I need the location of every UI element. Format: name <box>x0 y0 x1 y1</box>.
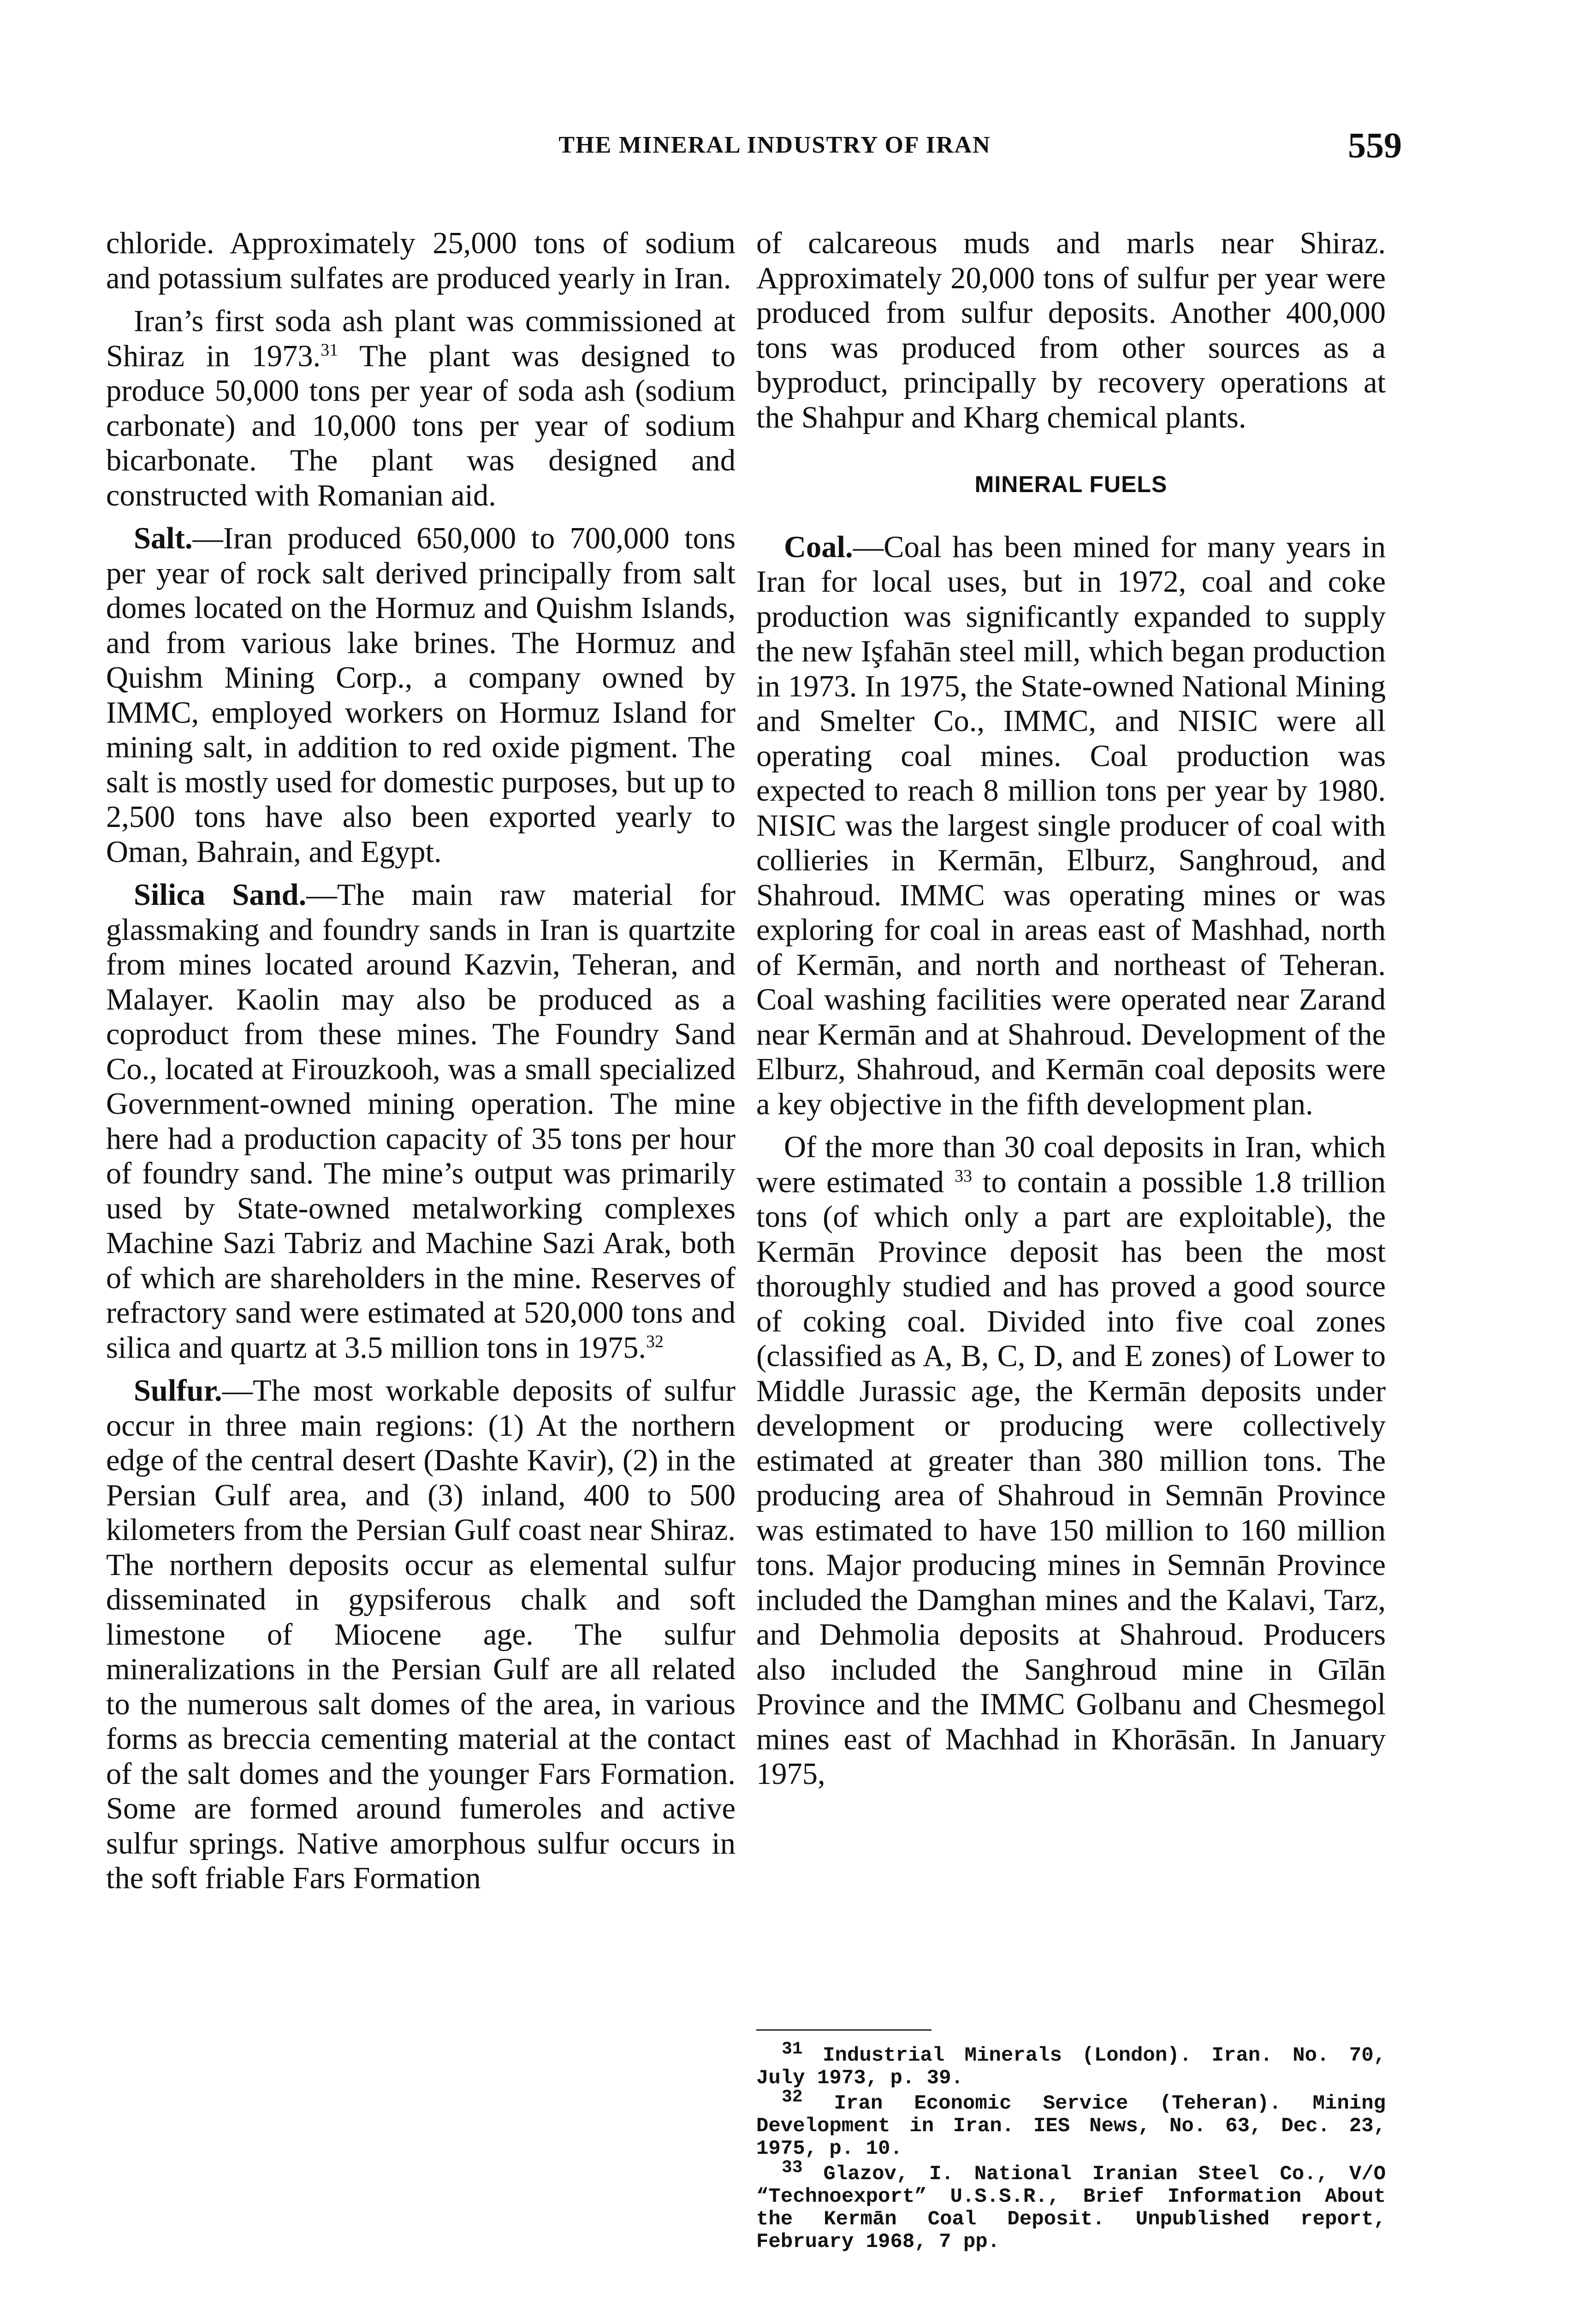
paragraph-chloride: chloride. Approximately 25,000 tons of sodium and potassium sulfates are produced yearly in Iran. <box>106 226 736 295</box>
silica-heading: Silica Sand. <box>134 878 307 912</box>
page-number: 559 <box>1348 125 1402 165</box>
paragraph-salt <box>106 521 736 869</box>
footnote-number: 32 <box>782 2087 803 2107</box>
footnote-number: 31 <box>782 2039 803 2059</box>
footnote-text: Industrial Minerals (London). Iran. No. 70, July 1973, p. 39. <box>756 2044 1386 2090</box>
footnote-ref-33: 33 <box>955 1166 972 1186</box>
footnote-number: 33 <box>782 2157 803 2178</box>
running-title: THE MINERAL INDUSTRY OF IRAN <box>558 132 991 158</box>
paragraph-soda-ash <box>106 304 736 513</box>
paragraph-coal-deposits <box>756 1130 1386 1792</box>
sulfur-heading: Sulfur. <box>134 1374 222 1408</box>
footnote-31 <box>756 2039 1386 2090</box>
paragraph-soda-ash-text: Iran’s first soda ash plant was commissioned at Shiraz in 1973. <box>106 304 736 373</box>
footnote-text: Glazov, I. National Iranian Steel Co., V/O “Technoexport” U.S.S.R., Brief Information About the Kermān Coal Deposit. Unpublished report, February 1968, 7 pp. <box>756 2163 1386 2253</box>
left-column <box>106 226 736 1904</box>
salt-text: —Iran produced 650,000 to 700,000 tons per year of rock salt derived principally from salt domes located on the Hormuz and Quishm Islands, and from various lake brines. The Hormuz and Quishm Mining Corp., a company owned by IMMC, employed workers on Hormuz Island for mining salt, in addition to red oxide pigment. The salt is mostly used for domestic purposes, but up to 2,500 tons have also been exported yearly to Oman, Bahrain, and Egypt. <box>106 522 736 869</box>
footnotes <box>756 2029 1386 2256</box>
sulfur-text: —The most workable deposits of sulfur occur in three main regions: (1) At the northern edge of the central desert (Dashte Kavir), (2) in the Persian Gulf area, and (3) inland, 400 to 500 kilometers from the Persian Gulf coast near Shiraz. The northern deposits occur as elemental sulfur disseminated in gypsiferous chalk and soft limestone of Miocene age. The sulfur mineralizations in the Persian Gulf are all related to the numerous salt domes of the area, in various forms as breccia cementing material at the contact of the salt domes and the younger Fars Formation. Some are formed around fumeroles and active sulfur springs. Native amorphous sulfur occurs in the soft friable Fars Formation <box>106 1374 736 1895</box>
footnote-ref-31: 31 <box>320 340 338 360</box>
right-column <box>756 226 1386 1800</box>
paragraph-silica-sand <box>106 878 736 1365</box>
paragraph-coal <box>756 530 1386 1122</box>
silica-text: —The main raw material for glassmaking and foundry sands in Iran is quartzite from mines located around Kazvin, Teheran, and Malayer. Kaolin may also be produced as a coproduct from these mines. The Foundry Sand Co., located at Firouzkooh, was a small specialized Government-owned mining operation. The mine here had a production capacity of 35 tons per hour of foundry sand. The mine’s output was primarily used by State-owned metalworking complexes Machine Sazi Tabriz and Machine Sazi Arak, both of which are shareholders in the mine. Reserves of refractory sand were estimated at 520,000 tons and silica and quartz at 3.5 million tons in 1975. <box>106 878 736 1365</box>
coal-deposits-text-after: to contain a possible 1.8 trillion tons (of which only a part are exploitable), the Kermān Province deposit has been the most thoroughly studied and has proved a good source of coking coal. Divided into five coal zones (classified as A, B, C, D, and E zones) of Lower to Middle Jurassic age, the Kermān deposits under development or producing were collectively estimated at greater than 380 million tons. The producing area of Shahroud in Semnān Province was estimated to have 150 million to 160 million tons. Major producing mines in Semnān Province included the Damghan mines and the Kalavi, Tarz, and Dehmolia deposits at Shahroud. Producers also included the Sanghroud mine in Gīlān Province and the IMMC Golbanu and Chesmegol mines east of Machhad in Khorāsān. In January 1975, <box>756 1165 1386 1791</box>
coal-deposits-text: Of the more than 30 coal deposits in Iran, which were estimated <box>756 1130 1386 1199</box>
footnote-33 <box>756 2157 1386 2253</box>
paragraph-sulfur <box>106 1373 736 1896</box>
footnote-32 <box>756 2087 1386 2160</box>
paragraph-soda-ash-text-after: The plant was designed to produce 50,000 tons per year of soda ash (sodium carbonate) and 10,000 tons per year of sodium bicarbonate. The plant was designed and constructed with Romanian aid. <box>106 339 736 512</box>
paragraph-sulfur-continued: of calcareous muds and marls near Shiraz. Approximately 20,000 tons of sulfur per year were produced from sulfur deposits. Another 400,000 tons was produced from other sources as a byproduct, principally by recovery operations at the Shahpur and Kharg chemical plants. <box>756 226 1386 434</box>
footnote-text: Iran Economic Service (Teheran). Mining Development in Iran. IES News, No. 63, Dec. 23, 1975, p. 10. <box>756 2092 1386 2160</box>
coal-text: —Coal has been mined for many years in Iran for local uses, but in 1972, coal and coke production was significantly expanded to supply the new Işfahān steel mill, which began production in 1973. In 1975, the State-owned National Mining and Smelter Co., IMMC, and NISIC were all operating coal mines. Coal production was expected to reach 8 million tons per year by 1980. NISIC was the largest single producer of coal with collieries in Kermān, Elburz, Sanghroud, and Shahroud. IMMC was operating mines or was exploring for coal in areas east of Mashhad, north of Kermān, and north and northeast of Teheran. Coal washing facilities were operated near Zarand near Kermān and at Shahroud. Development of the Elburz, Shahroud, and Kermān coal deposits were a key objective in the fifth development plan. <box>756 530 1386 1121</box>
salt-heading: Salt. <box>134 522 193 555</box>
footnote-rule <box>756 2029 931 2031</box>
section-heading-mineral-fuels: MINERAL FUELS <box>974 471 1168 497</box>
footnote-ref-32: 32 <box>646 1331 664 1351</box>
coal-heading: Coal. <box>784 530 853 564</box>
